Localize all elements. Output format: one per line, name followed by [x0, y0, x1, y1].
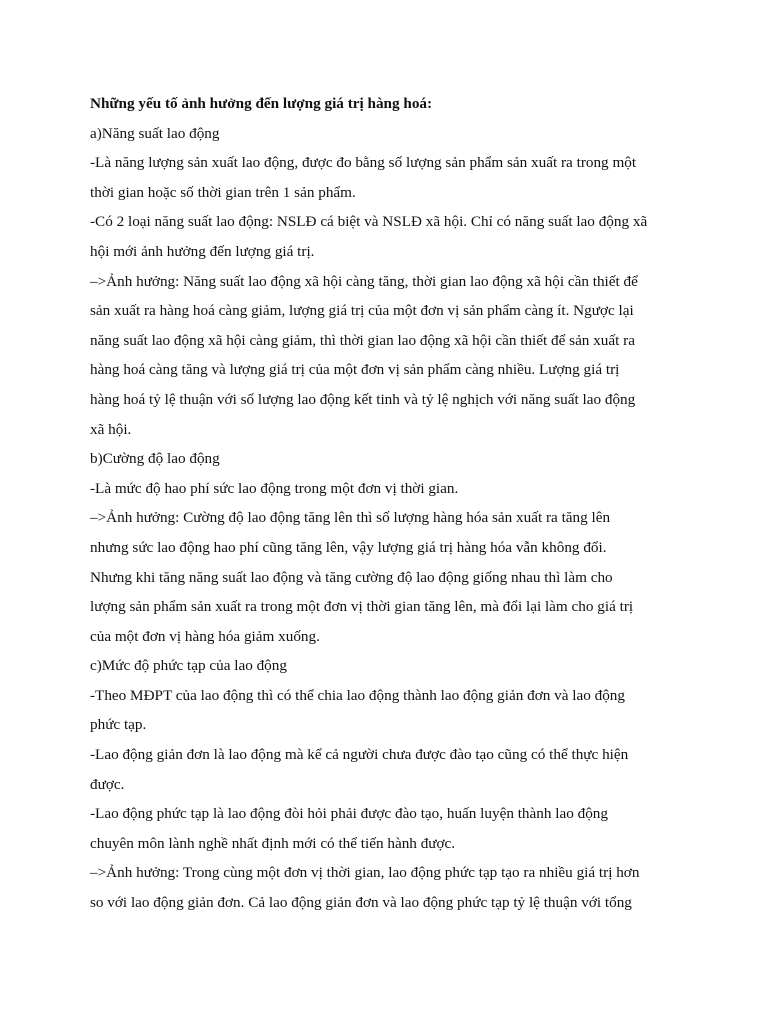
paragraph-line: –>Ảnh hưởng: Trong cùng một đơn vị thời gian, lao động phức tạp tạo ra nhiều giá trị hơn: [90, 864, 640, 882]
paragraph-line: hàng hoá càng tăng và lượng giá trị của một đơn vị sản phẩm càng nhiều. Lượng giá trị: [90, 361, 620, 379]
paragraph-line: được.: [90, 775, 125, 793]
paragraph-line: -Theo MĐPT của lao động thì có thể chia lao động thành lao động giản đơn và lao động: [90, 686, 625, 704]
paragraph-line: -Là năng lượng sản xuất lao động, được đo bằng số lượng sản phẩm sản xuất ra trong một: [90, 154, 637, 172]
paragraph-line: xã hội.: [90, 420, 132, 438]
document-body: [90, 89, 650, 918]
paragraph-line: phức tạp.: [90, 716, 147, 734]
paragraph-line: –>Ảnh hưởng: Cường độ lao động tăng lên thì số lượng hàng hóa sản xuất ra tăng lên: [90, 509, 611, 527]
paragraph-line: -Là mức độ hao phí sức lao động trong một đơn vị thời gian.: [90, 479, 459, 497]
paragraph-line: năng suất lao động xã hội càng giảm, thì thời gian lao động xã hội cần thiết để sản xuất ra: [90, 331, 635, 349]
paragraph-line: so với lao động giản đơn. Cả lao động giản đơn và lao động phức tạp tỷ lệ thuận với tổng: [90, 894, 632, 912]
paragraph-line: nhưng sức lao động hao phí cũng tăng lên, vậy lượng giá trị hàng hóa vẫn không đổi.: [90, 538, 607, 556]
paragraph-line: của một đơn vị hàng hóa giảm xuống.: [90, 627, 320, 645]
paragraph-line: thời gian hoặc số thời gian trên 1 sản phẩm.: [90, 183, 356, 201]
paragraph-line: -Lao động phức tạp là lao động đòi hỏi phải được đào tạo, huấn luyện thành lao động: [90, 805, 608, 823]
section-title-b: b)Cường độ lao động: [90, 450, 220, 468]
document-heading: Những yếu tố ảnh hưởng đến lượng giá trị hàng hoá:: [90, 95, 433, 112]
paragraph-line: Nhưng khi tăng năng suất lao động và tăng cường độ lao động giống nhau thì làm cho: [90, 568, 613, 586]
section-title-a: a)Năng suất lao động: [90, 124, 220, 142]
paragraph-line: lượng sản phẩm sản xuất ra trong một đơn vị thời gian tăng lên, mà đổi lại làm cho giá trị: [90, 598, 634, 616]
section-title-c: c)Mức độ phức tạp của lao động: [90, 657, 287, 675]
paragraph-line: -Lao động giản đơn là lao động mà kể cả người chưa được đào tạo cũng có thể thực hiện: [90, 746, 629, 764]
paragraph-line: -Có 2 loại năng suất lao động: NSLĐ cá biệt và NSLĐ xã hội. Chỉ có năng suất lao động xã: [90, 213, 648, 231]
paragraph-line: hàng hoá tỷ lệ thuận với số lượng lao động kết tinh và tỷ lệ nghịch với năng suất lao động: [90, 390, 636, 408]
paragraph-line: hội mới ảnh hưởng đến lượng giá trị.: [90, 242, 315, 260]
paragraph-line: –>Ảnh hưởng: Năng suất lao động xã hội càng tăng, thời gian lao động xã hội cần thiết để: [90, 272, 638, 290]
paragraph-line: chuyên môn lành nghề nhất định mới có thể tiến hành được.: [90, 834, 456, 852]
paragraph-line: sản xuất ra hàng hoá càng giảm, lượng giá trị của một đơn vị sản phẩm càng ít. Ngược lại: [90, 302, 634, 320]
